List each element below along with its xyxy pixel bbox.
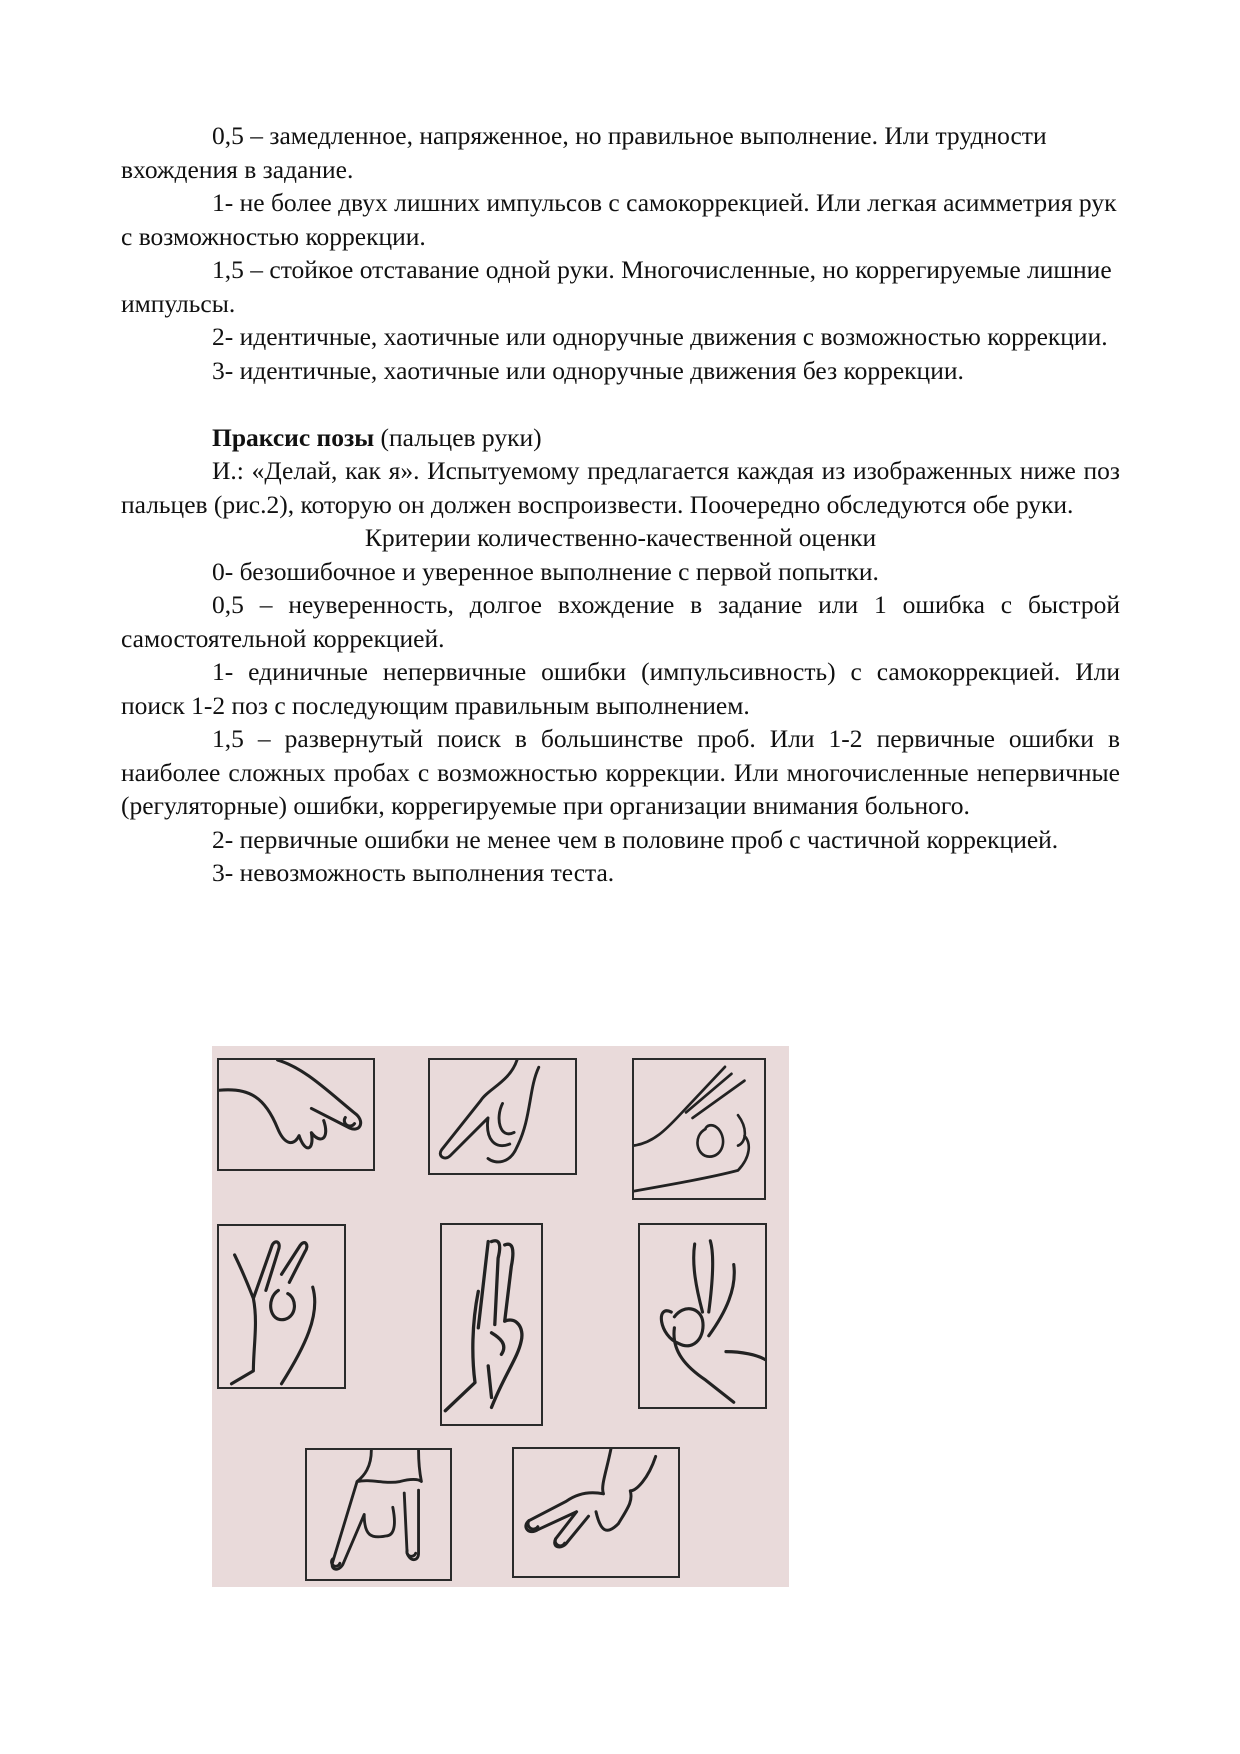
criterion-0-5: 0,5 – замедленное, напряженное, но правильное выполнение. Или трудности вхождения в задание. (121, 121, 1047, 184)
pose-criterion-0-5: 0,5 – неуверенность, долгое вхождение в задание или 1 ошибка с быстрой самостоятельной коррекцией. (121, 590, 1120, 653)
hand-pose-3-illustration (632, 1058, 766, 1200)
hand-pose-2-illustration (428, 1058, 577, 1175)
hand-pose-1-illustration (217, 1058, 375, 1171)
pose-criterion-2: 2- первичные ошибки не менее чем в половине проб с частичной коррекцией. (212, 824, 1059, 854)
criterion-3: 3- идентичные, хаотичные или одноручные движения без коррекции. (212, 355, 964, 385)
hand-pose-6-illustration (638, 1223, 767, 1409)
pose-criterion-1-5: 1,5 – развернутый поиск в большинстве проб. Или 1-2 первичные ошибки в наиболее сложных пробах с возможностью коррекции. Или многочисленные непервичные (регуляторные) ошибки, коррегируемые при организации внимания больного. (121, 724, 1120, 820)
pose-criterion-0: 0- безошибочное и уверенное выполнение с первой попытки. (212, 556, 879, 586)
criterion-2: 2- идентичные, хаотичные или одноручные движения с возможностью коррекции. (212, 322, 1108, 351)
criterion-1-5: 1,5 – стойкое отставание одной руки. Многочисленные, но коррегируемые лишние импульсы. (121, 255, 1112, 318)
pose-criterion-3: 3- невозможность выполнения теста. (212, 858, 615, 887)
document-body (121, 119, 1120, 890)
criteria-title: Критерии количественно-качественной оценки (364, 523, 877, 552)
pose-criterion-1: 1- единичные непервичные ошибки (импульсивность) с самокоррекцией. Или поиск 1-2 поз с последующим правильным выполнением. (121, 657, 1120, 720)
hand-pose-5-illustration (440, 1223, 543, 1426)
section-heading: Праксис позы (пальцев руки) (212, 422, 542, 452)
instruction: И.: «Делай, как я». Испытуемому предлагается каждая из изображенных ниже поз пальцев (рис.2), которую он должен воспроизвести. Поочередно обследуются обе руки. (121, 456, 1120, 519)
criterion-1: 1- не более двух лишних импульсов с самокоррекцией. Или легкая асимметрия рук с возможностью коррекции. (121, 188, 1117, 251)
hand-pose-7-illustration (305, 1448, 452, 1581)
finger-poses-figure (212, 1046, 789, 1587)
hand-pose-8-illustration (512, 1447, 680, 1578)
hand-pose-4-illustration (217, 1224, 346, 1389)
